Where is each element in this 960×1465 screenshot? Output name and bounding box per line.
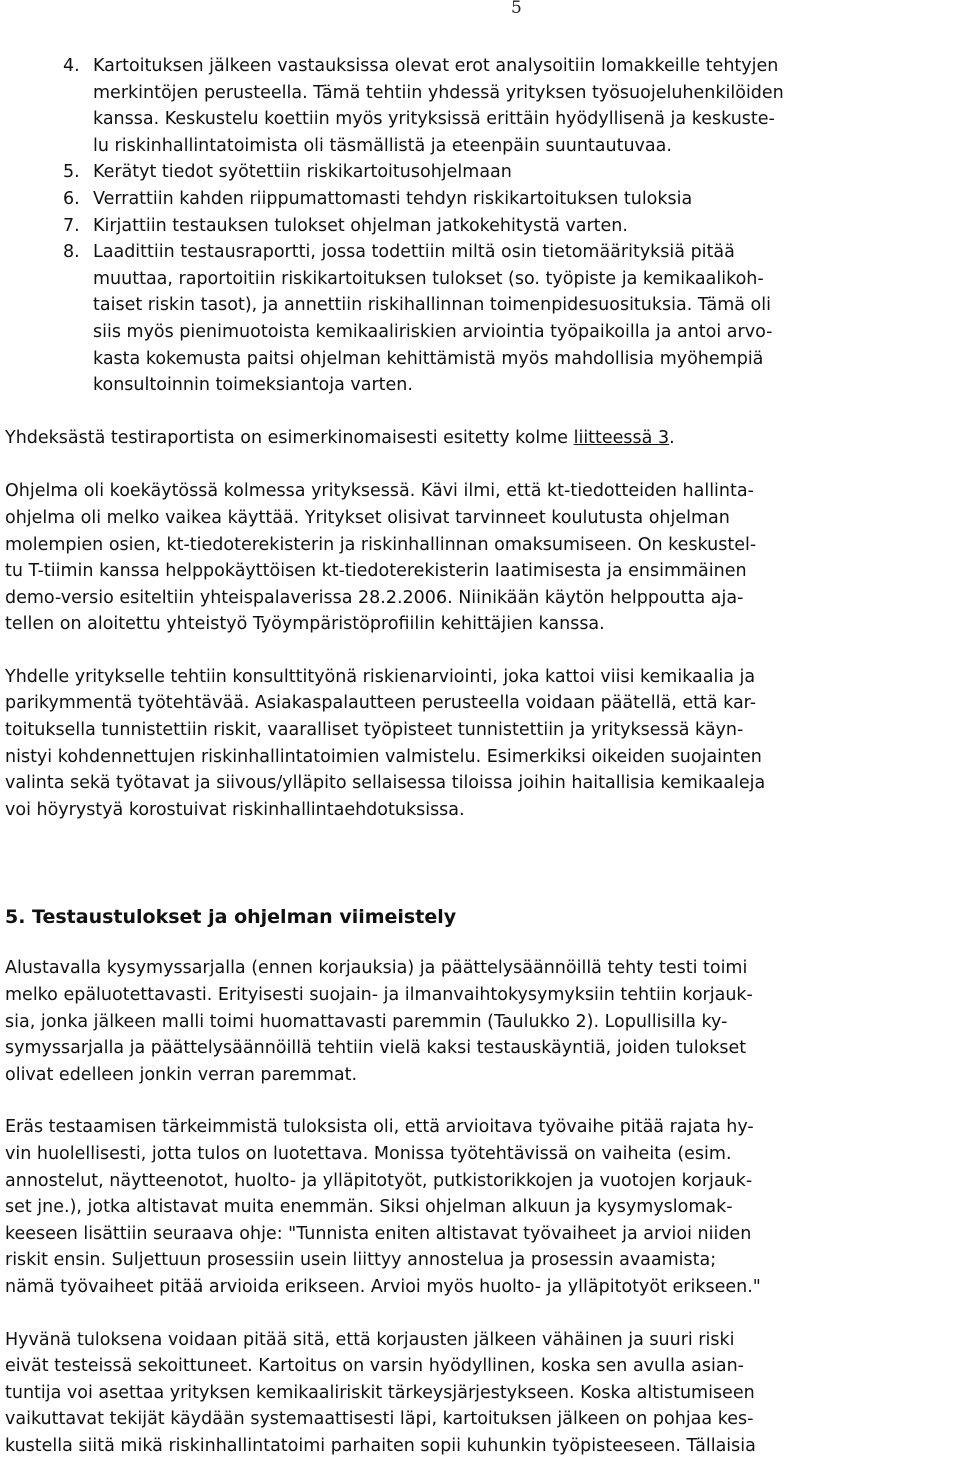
paragraph-line: set jne.), jotka altistavat muita enemmän. Siksi ohjelman alkuun ja kysymyslomak- xyxy=(5,1197,733,1218)
paragraph-results xyxy=(5,955,953,1088)
paragraph-line: vin huolellisesti, jotta tulos on luotettava. Monissa työtehtävissä on vaiheita (esim. xyxy=(5,1144,732,1164)
list-item-7 xyxy=(5,213,953,240)
list-item-6 xyxy=(5,186,953,213)
paragraph-line: nistyi kohdennettujen riskinhallintatoimien valmistelu. Esimerkiksi oikeiden suojainten xyxy=(5,746,762,767)
section-heading: 5. Testaustulokset ja ohjelman viimeistely xyxy=(5,906,457,929)
paragraph-line: Ohjelma oli koekäytössä kolmessa yrityksessä. Kävi ilmi, että kt-tiedotteiden hallinta- xyxy=(5,481,754,502)
list-text-line: Verrattiin kahden riippumattomasti tehdyn riskikartoituksen tuloksia xyxy=(93,188,693,209)
paragraph-line: Eräs testaamisen tärkeimmistä tuloksista oli, että arvioitava työvaihe pitää rajata hy- xyxy=(5,1117,754,1138)
paragraph-line: kustella siitä mikä riskinhallintatoimi parhaiten sopii kuhunkin työpisteeseen. Tällaisia xyxy=(5,1435,756,1456)
list-number: 6. xyxy=(63,188,80,209)
paragraph-line: symyssarjalla ja päättelysäännöillä tehtiin vielä kaksi testauskäyntiä, joiden tulokset xyxy=(5,1038,747,1059)
paragraph-line: molempien osien, kt-tiedoterekisterin ja riskinhallinnan omaksumiseen. On keskustel- xyxy=(5,534,757,555)
list-item-4 xyxy=(5,53,953,159)
paragraph-line: tuntija voi asettaa yrityksen kemikaaliriskit tärkeysjärjestykseen. Koska altistumiseen xyxy=(5,1382,755,1403)
paragraph-line: nämä työvaiheet pitää arvioida erikseen. Arvioi myös huolto- ja ylläpitotyöt erikseen." xyxy=(5,1276,761,1297)
list-text-line: Kirjattiin testauksen tulokset ohjelman jatkokehitystä varten. xyxy=(93,215,628,236)
list-item-8 xyxy=(5,239,953,399)
appendix-link[interactable]: liitteessä 3 xyxy=(573,427,670,448)
list-text-line: lu riskinhallintatoimista oli täsmällistä ja eteenpäin suuntautuvaa. xyxy=(93,135,672,156)
paragraph-line: toituksella tunnistettiin riskit, vaaralliset työpisteet tunnistettiin ja yrityksessä käyn- xyxy=(5,720,744,741)
paragraph-line: tu T-tiimin kanssa helppokäyttöisen kt-tiedoterekisterin laatimisesta ja ensimmäinen xyxy=(5,561,747,582)
document-body xyxy=(5,53,953,1460)
paragraph-line: riskit ensin. Suljettuun prosessiin usein liittyy annostelua ja prosessin avaamista; xyxy=(5,1250,717,1271)
paragraph-line: ohjelma oli melko vaikea käyttää. Yritykset olisivat tarvinneet koulutusta ohjelman xyxy=(5,507,730,528)
paragraph-line: valinta sekä työtavat ja siivous/ylläpito sellaisessa tiloissa joihin haitallisia kemikaaleja xyxy=(5,773,766,794)
paragraph-line: parikymmentä työtehtävää. Asiakaspalautteen perusteella voidaan päätellä, että kar- xyxy=(5,693,757,714)
list-item-5 xyxy=(5,159,953,186)
paragraph-line: voi höyrystyä korostuivat riskinhallintaehdotuksissa. xyxy=(5,799,465,820)
paragraph-line: Yhdelle yritykselle tehtiin konsulttityönä riskienarviointi, joka kattoi viisi kemikaalia ja xyxy=(5,666,756,687)
list-text-line: Kartoituksen jälkeen vastauksissa olevat erot analysoitiin lomakkeille tehtyjen xyxy=(93,56,779,76)
list-text-line: kanssa. Keskustelu koettiin myös yrityksissä erittäin hyödyllisenä ja keskuste- xyxy=(93,109,775,130)
list-number: 8. xyxy=(63,242,80,263)
paragraph-text: Yhdeksästä testiraportista on esimerkinomaisesti esitetty kolme xyxy=(5,427,574,448)
paragraph-good-result xyxy=(5,1327,953,1460)
paragraph-line: sia, jonka jälkeen malli toimi huomattavasti paremmin (Taulukko 2). Lopullisilla ky- xyxy=(5,1011,728,1032)
list-text-line: konsultoinnin toimeksiantoja varten. xyxy=(93,375,413,396)
paragraph-line: eivät testeissä sekoittuneet. Kartoitus on varsin hyödyllinen, koska sen avulla asian- xyxy=(5,1356,744,1377)
list-text-line: muuttaa, raportoitiin riskikartoituksen tulokset (so. työpiste ja kemikaalikoh- xyxy=(93,268,764,289)
paragraph-line: annostelut, näytteenotot, huolto- ja ylläpitotyöt, putkistorikkojen ja vuotojen korjauk- xyxy=(5,1170,753,1191)
paragraph-line: melko epäluotettavasti. Erityisesti suojain- ja ilmanvaihtokysymyksiin tehtiin korjauk- xyxy=(5,985,753,1006)
list-text-line: Kerätyt tiedot syötettiin riskikartoitusohjelmaan xyxy=(93,162,512,183)
paragraph-finding xyxy=(5,1114,953,1300)
paragraph-text: . xyxy=(669,427,675,448)
paragraph-consulting xyxy=(5,664,953,824)
list-number: 7. xyxy=(63,215,80,236)
list-number: 4. xyxy=(63,56,80,76)
paragraph-line: Alustavalla kysymyssarjalla (ennen korjauksia) ja päättelysäännöillä tehty testi toimi xyxy=(5,958,748,979)
list-text-line: taiset riskin tasot), ja annettiin riskihallinnan toimenpidesuosituksia. Tämä oli xyxy=(93,295,771,316)
list-text-line: Laadittiin testausraportti, jossa todettiin miltä osin tietomäärityksiä pitää xyxy=(93,242,735,263)
paragraph-line: tellen on aloitettu yhteistyö Työympäristöprofiilin kehittäjien kanssa. xyxy=(5,614,605,635)
list-text-line: kasta kokemusta paitsi ohjelman kehittämistä myös mahdollisia myöhempiä xyxy=(93,348,764,369)
list-text-line: siis myös pienimuotoista kemikaaliriskien arviointia työpaikoilla ja antoi arvo- xyxy=(93,321,773,342)
paragraph-pilot xyxy=(5,478,953,638)
paragraph-line: olivat edelleen jonkin verran paremmat. xyxy=(5,1064,358,1085)
list-number: 5. xyxy=(63,162,80,183)
paragraph-line: keeseen lisättiin seuraava ohje: "Tunnista eniten altistavat työvaiheet ja arvioi niiden xyxy=(5,1223,752,1244)
list-text-line: merkintöjen perusteella. Tämä tehtiin yhdessä yrityksen työsuojeluhenkilöiden xyxy=(93,82,784,103)
paragraph-attachment xyxy=(5,425,953,452)
page-number: 5 xyxy=(511,0,522,18)
numbered-list xyxy=(5,53,953,399)
paragraph-line: demo-versio esiteltiin yhteispalaverissa 28.2.2006. Niinikään käytön helppoutta aja- xyxy=(5,587,744,608)
paragraph-line: Hyvänä tuloksena voidaan pitää sitä, että korjausten jälkeen vähäinen ja suuri riski xyxy=(5,1329,735,1350)
paragraph-line: vaikuttavat tekijät käydään systemaattisesti läpi, kartoituksen jälkeen on pohjaa kes- xyxy=(5,1409,754,1430)
